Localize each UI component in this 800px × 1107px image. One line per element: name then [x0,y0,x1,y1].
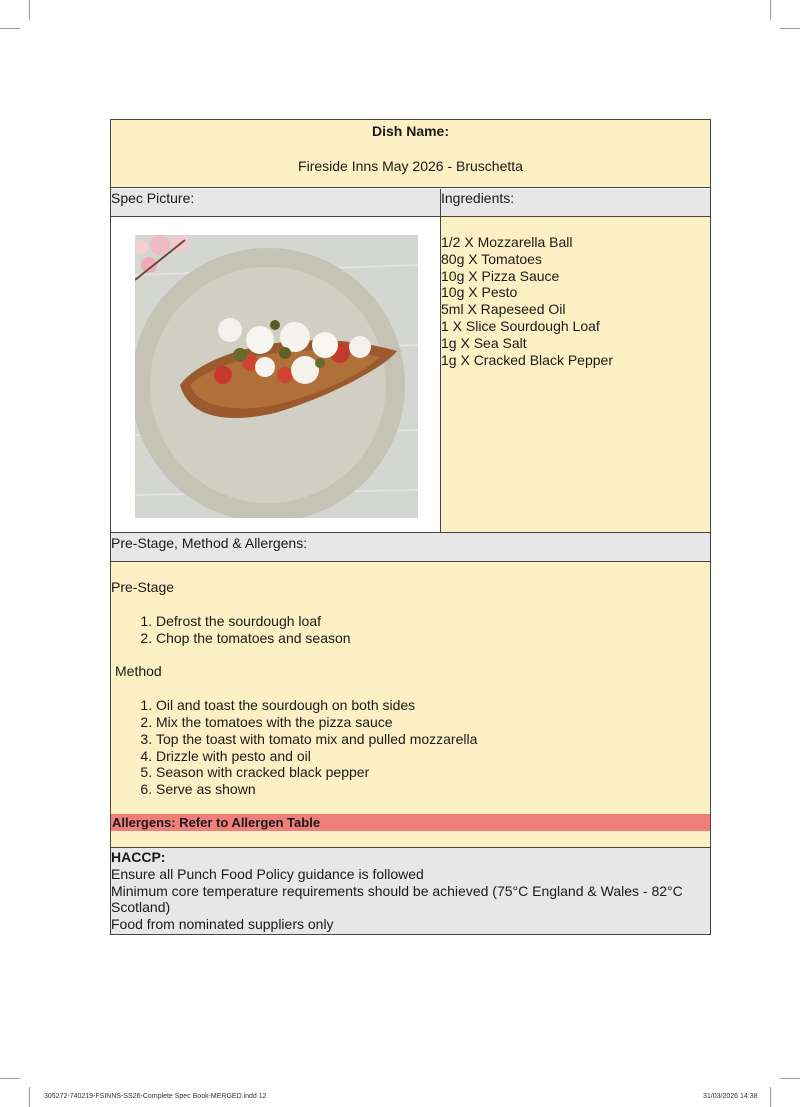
crop-mark [29,0,30,20]
list-item: 2. Chop the tomatoes and season [156,630,710,647]
picture-ingredients-row [111,217,710,533]
spacer [111,831,710,848]
list-item: 1 X Slice Sourdough Loaf [441,317,600,334]
list-item: 1. Oil and toast the sourdough on both sides [156,697,710,714]
crop-mark [770,0,771,20]
dish-name-section [111,120,710,188]
list-item: 10g X Pesto [441,284,518,301]
haccp-section [111,848,710,934]
column-headers [111,188,710,217]
list-item: 1. Defrost the sourdough loaf [156,613,710,630]
ingredients-header: Ingredients: [441,189,710,216]
crop-mark [770,1087,771,1107]
list-item: 1g X Cracked Black Pepper [441,351,613,368]
ingredients-cell [441,217,710,532]
bruschetta-photo [135,235,418,518]
list-item: 6. Serve as shown [156,781,710,798]
spec-picture-header: Spec Picture: [111,189,441,216]
list-item: 4. Drizzle with pesto and oil [156,748,710,765]
prestage-steps [111,613,710,647]
list-item: 80g X Tomatoes [441,250,542,267]
haccp-line: Food from nominated suppliers only [111,916,334,933]
crop-mark [0,1078,20,1079]
crop-mark [29,1087,30,1107]
crop-mark [0,28,20,29]
dish-name-value: Fireside Inns May 2026 - Bruschetta [298,158,523,174]
footer-date: 31/03/2026 14:38 [703,1093,758,1100]
allergens-banner: Allergens: Refer to Allergen Table [111,814,710,831]
list-item: 10g X Pizza Sauce [441,267,560,284]
haccp-line: Minimum core temperature requirements should be achieved (75°C England & Wales - 82°C Scotland) [111,882,683,916]
crop-mark [780,28,800,29]
spec-picture-cell [111,217,441,532]
method-steps [111,697,710,798]
method-section-label: Pre-Stage, Method & Allergens: [111,535,308,551]
footer-file-name: 305272-740219-FSINNS-SS26-Complete Spec Book-MERGED.indd 12 [44,1093,267,1100]
method-heading: Method [115,663,162,680]
method-section [111,562,710,814]
list-item: 1g X Sea Salt [441,334,527,351]
list-item: 5ml X Rapeseed Oil [441,301,566,318]
ingredients-list [441,217,710,368]
list-item: 1/2 X Mozzarella Ball [441,234,573,250]
crop-mark [780,1078,800,1079]
list-item: 3. Top the toast with tomato mix and pulled mozzarella [156,731,710,748]
dish-name-label: Dish Name: [371,123,450,139]
method-section-header [111,533,710,562]
haccp-line: Ensure all Punch Food Policy guidance is followed [111,865,424,882]
spec-sheet [110,119,711,935]
list-item: 2. Mix the tomatoes with the pizza sauce [156,714,710,731]
haccp-title: HACCP: [111,849,166,865]
list-item: 5. Season with cracked black pepper [156,764,710,781]
prestage-heading: Pre-Stage [111,579,175,595]
